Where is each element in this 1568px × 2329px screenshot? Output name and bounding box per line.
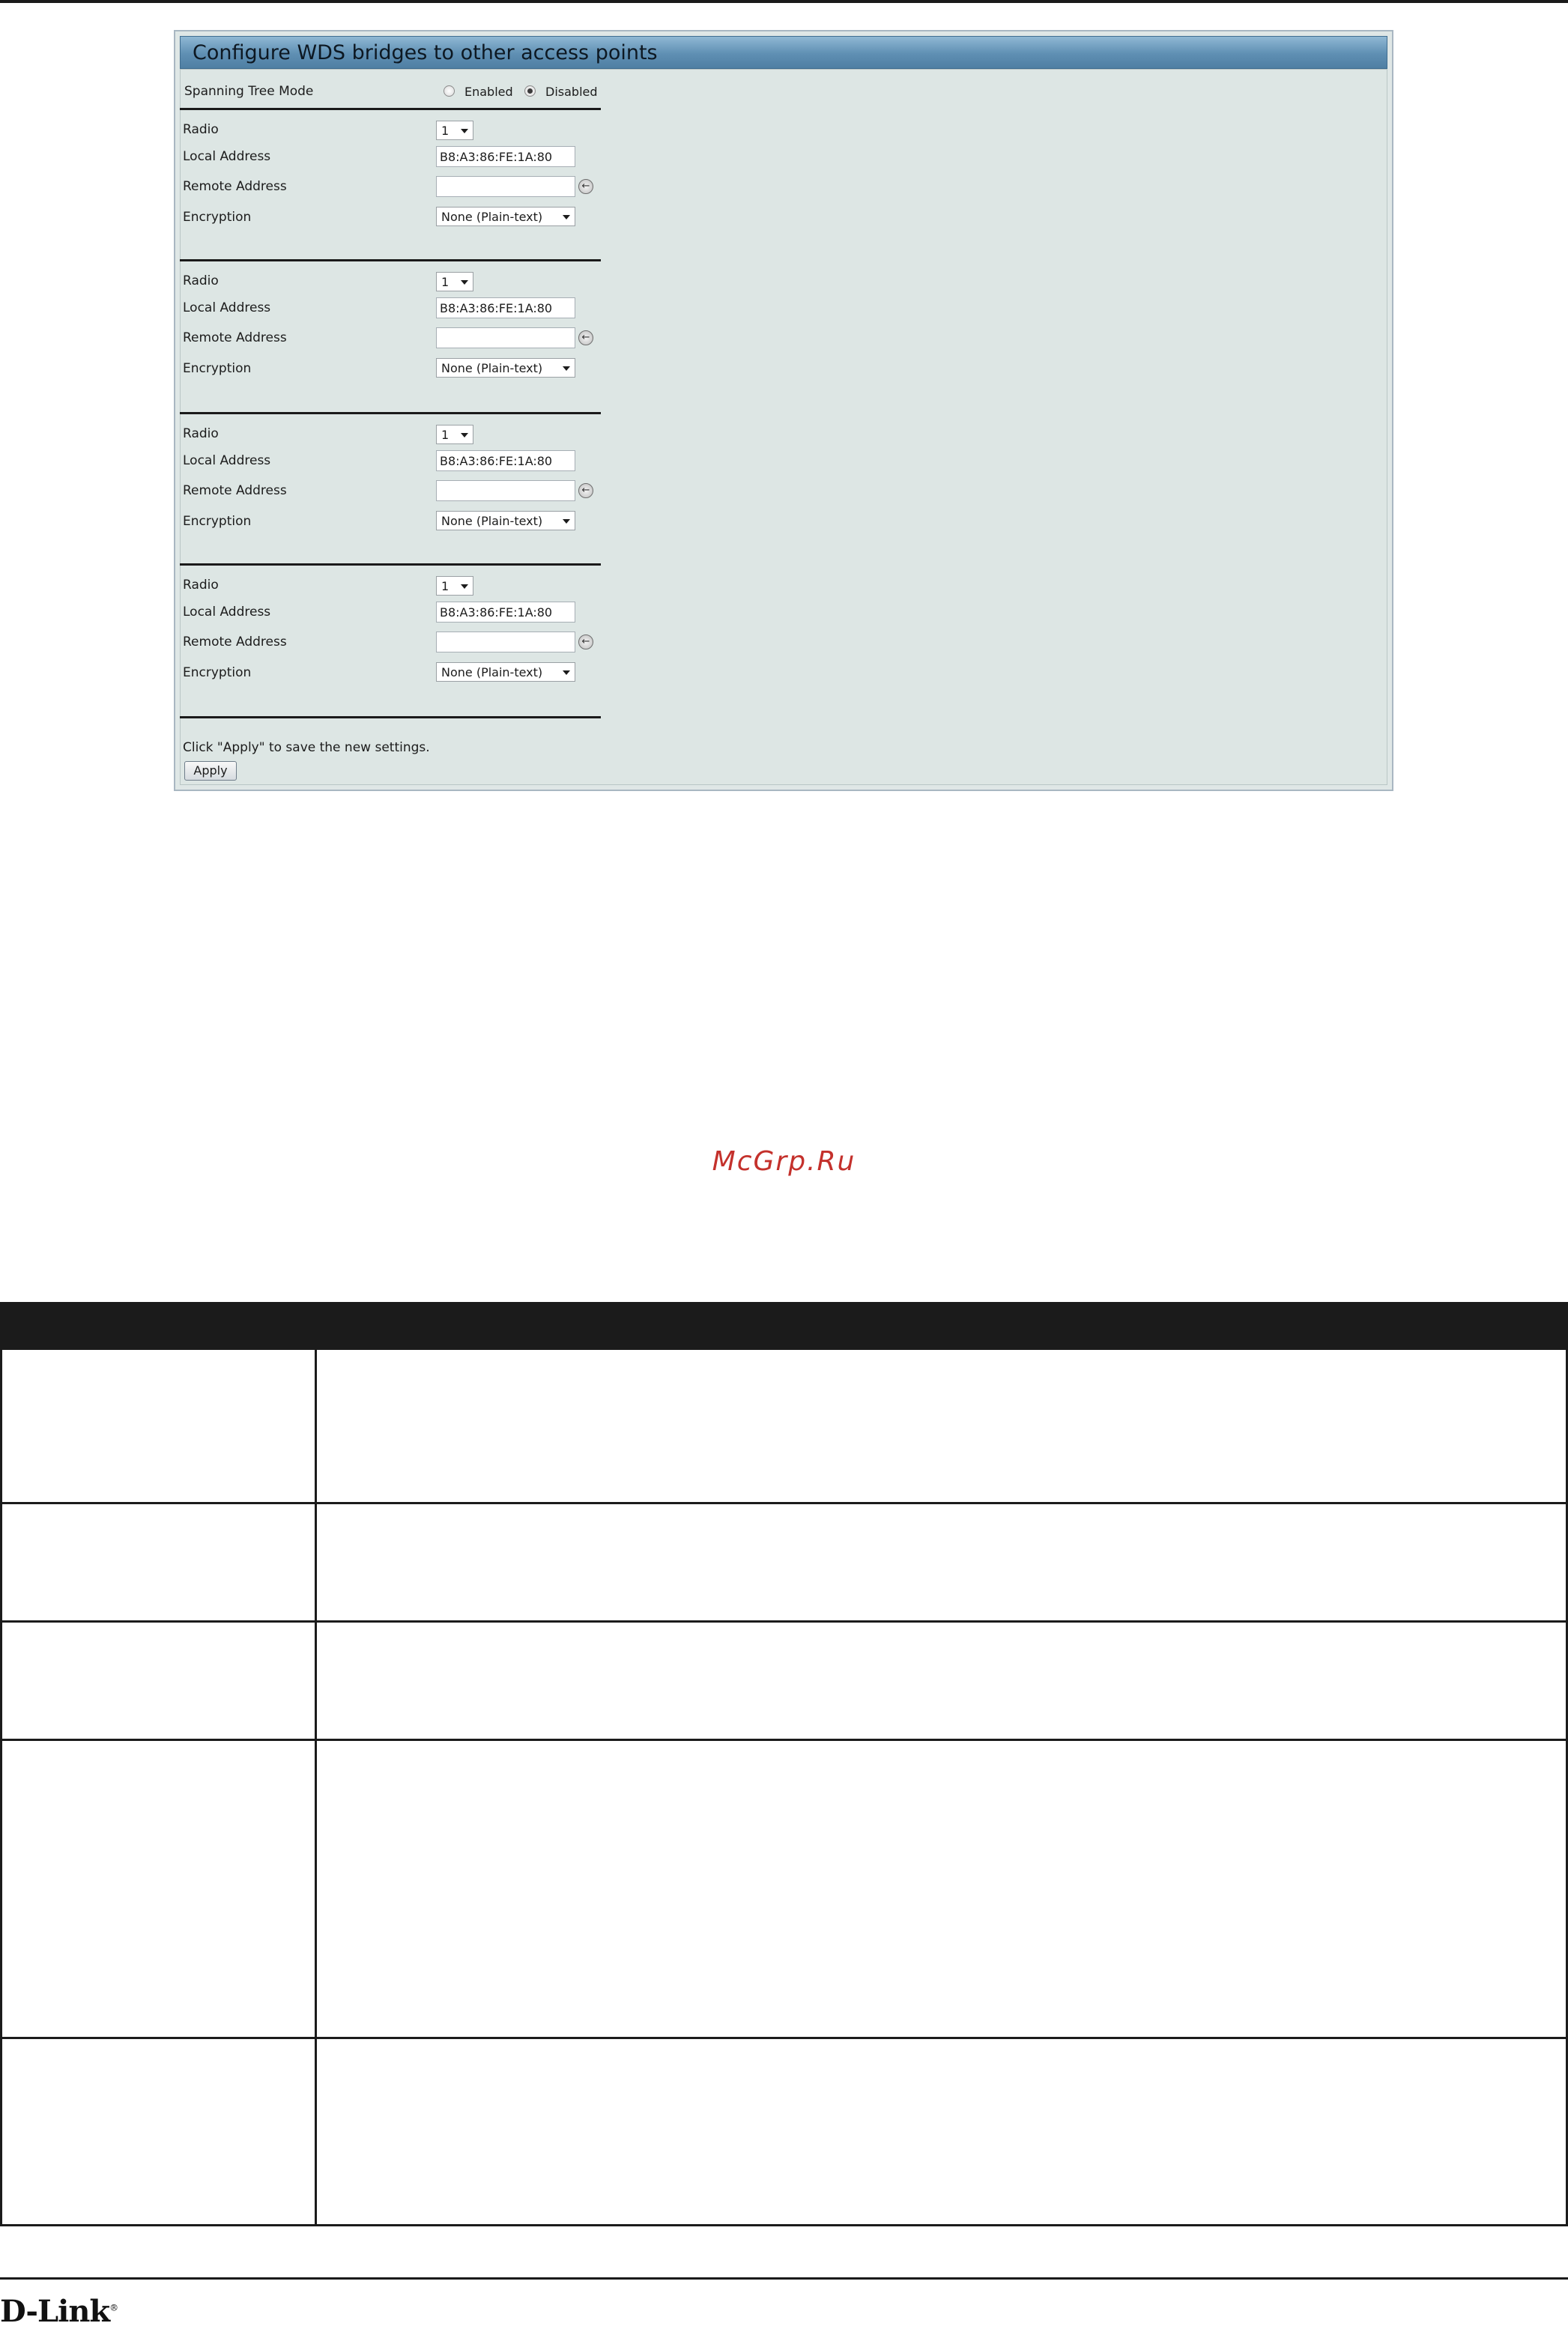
- local-address-field[interactable]: B8:A3:86:FE:1A:80: [436, 146, 575, 167]
- arrow-left-icon[interactable]: ←: [578, 179, 593, 194]
- spanning-tree-enabled-radio[interactable]: [444, 85, 455, 97]
- spanning-tree-disabled-label: Disabled: [545, 85, 598, 99]
- wds-config-panel: [174, 30, 1393, 791]
- encryption-select[interactable]: None (Plain-text): [436, 662, 575, 682]
- remote-address-field[interactable]: [436, 327, 575, 348]
- table-row: [0, 2039, 1568, 2226]
- encryption-select[interactable]: None (Plain-text): [436, 207, 575, 226]
- panel-title: Configure WDS bridges to other access points: [193, 41, 658, 64]
- local-address-label: Local Address: [183, 300, 271, 315]
- remote-address-label: Remote Address: [183, 635, 287, 649]
- spanning-tree-disabled-radio[interactable]: [524, 85, 536, 97]
- description-table: [0, 1350, 1568, 2226]
- panel-body: [180, 69, 1387, 785]
- local-address-field[interactable]: B8:A3:86:FE:1A:80: [436, 450, 575, 471]
- remote-address-field[interactable]: [436, 632, 575, 652]
- radio-label: Radio: [183, 122, 219, 137]
- local-address-field[interactable]: B8:A3:86:FE:1A:80: [436, 297, 575, 318]
- encryption-select[interactable]: None (Plain-text): [436, 358, 575, 378]
- table-row: [0, 1741, 1568, 2039]
- remote-address-label: Remote Address: [183, 330, 287, 345]
- chevron-down-icon: [563, 670, 570, 675]
- radio-label: Radio: [183, 426, 219, 441]
- radio-select[interactable]: 1: [436, 576, 473, 596]
- table-row: [0, 1623, 1568, 1741]
- encryption-select[interactable]: None (Plain-text): [436, 511, 575, 530]
- encryption-label: Encryption: [183, 665, 252, 680]
- local-address-label: Local Address: [183, 605, 271, 620]
- chevron-down-icon: [461, 280, 468, 285]
- remote-address-label: Remote Address: [183, 483, 287, 498]
- arrow-left-icon[interactable]: ←: [578, 483, 593, 498]
- watermark: McGrp.Ru: [712, 1146, 856, 1177]
- encryption-label: Encryption: [183, 210, 252, 225]
- remote-address-field[interactable]: [436, 176, 575, 197]
- top-rule: [0, 0, 1568, 3]
- encryption-label: Encryption: [183, 361, 252, 376]
- divider: [180, 716, 601, 718]
- table-border-left: [0, 1350, 2, 2226]
- encryption-label: Encryption: [183, 514, 252, 529]
- chevron-down-icon: [563, 215, 570, 219]
- apply-button[interactable]: Apply: [184, 761, 237, 781]
- local-address-label: Local Address: [183, 149, 271, 164]
- radio-select[interactable]: 1: [436, 121, 473, 140]
- divider: [180, 259, 601, 261]
- chevron-down-icon: [563, 366, 570, 371]
- dlink-logo: D-Link®: [0, 2294, 118, 2329]
- radio-select[interactable]: 1: [436, 272, 473, 291]
- local-address-label: Local Address: [183, 453, 271, 468]
- table-row: [0, 1504, 1568, 1623]
- table-row: [0, 1350, 1568, 1504]
- apply-note: Click "Apply" to save the new settings.: [183, 740, 430, 755]
- panel-header: [180, 36, 1387, 69]
- local-address-field[interactable]: B8:A3:86:FE:1A:80: [436, 602, 575, 623]
- radio-label: Radio: [183, 578, 219, 593]
- divider: [180, 412, 601, 414]
- table-column-divider: [315, 1350, 317, 2226]
- chevron-down-icon: [563, 519, 570, 524]
- remote-address-label: Remote Address: [183, 179, 287, 194]
- chevron-down-icon: [461, 129, 468, 133]
- remote-address-field[interactable]: [436, 480, 575, 501]
- footer-rule: [0, 2277, 1568, 2280]
- divider: [180, 563, 601, 566]
- spanning-tree-label: Spanning Tree Mode: [184, 84, 314, 99]
- divider: [180, 108, 601, 110]
- radio-label: Radio: [183, 273, 219, 288]
- arrow-left-icon[interactable]: ←: [578, 635, 593, 649]
- chevron-down-icon: [461, 433, 468, 437]
- chevron-down-icon: [461, 584, 468, 589]
- table-header: [0, 1302, 1568, 1350]
- arrow-left-icon[interactable]: ←: [578, 330, 593, 345]
- spanning-tree-enabled-label: Enabled: [464, 85, 513, 99]
- radio-select[interactable]: 1: [436, 425, 473, 444]
